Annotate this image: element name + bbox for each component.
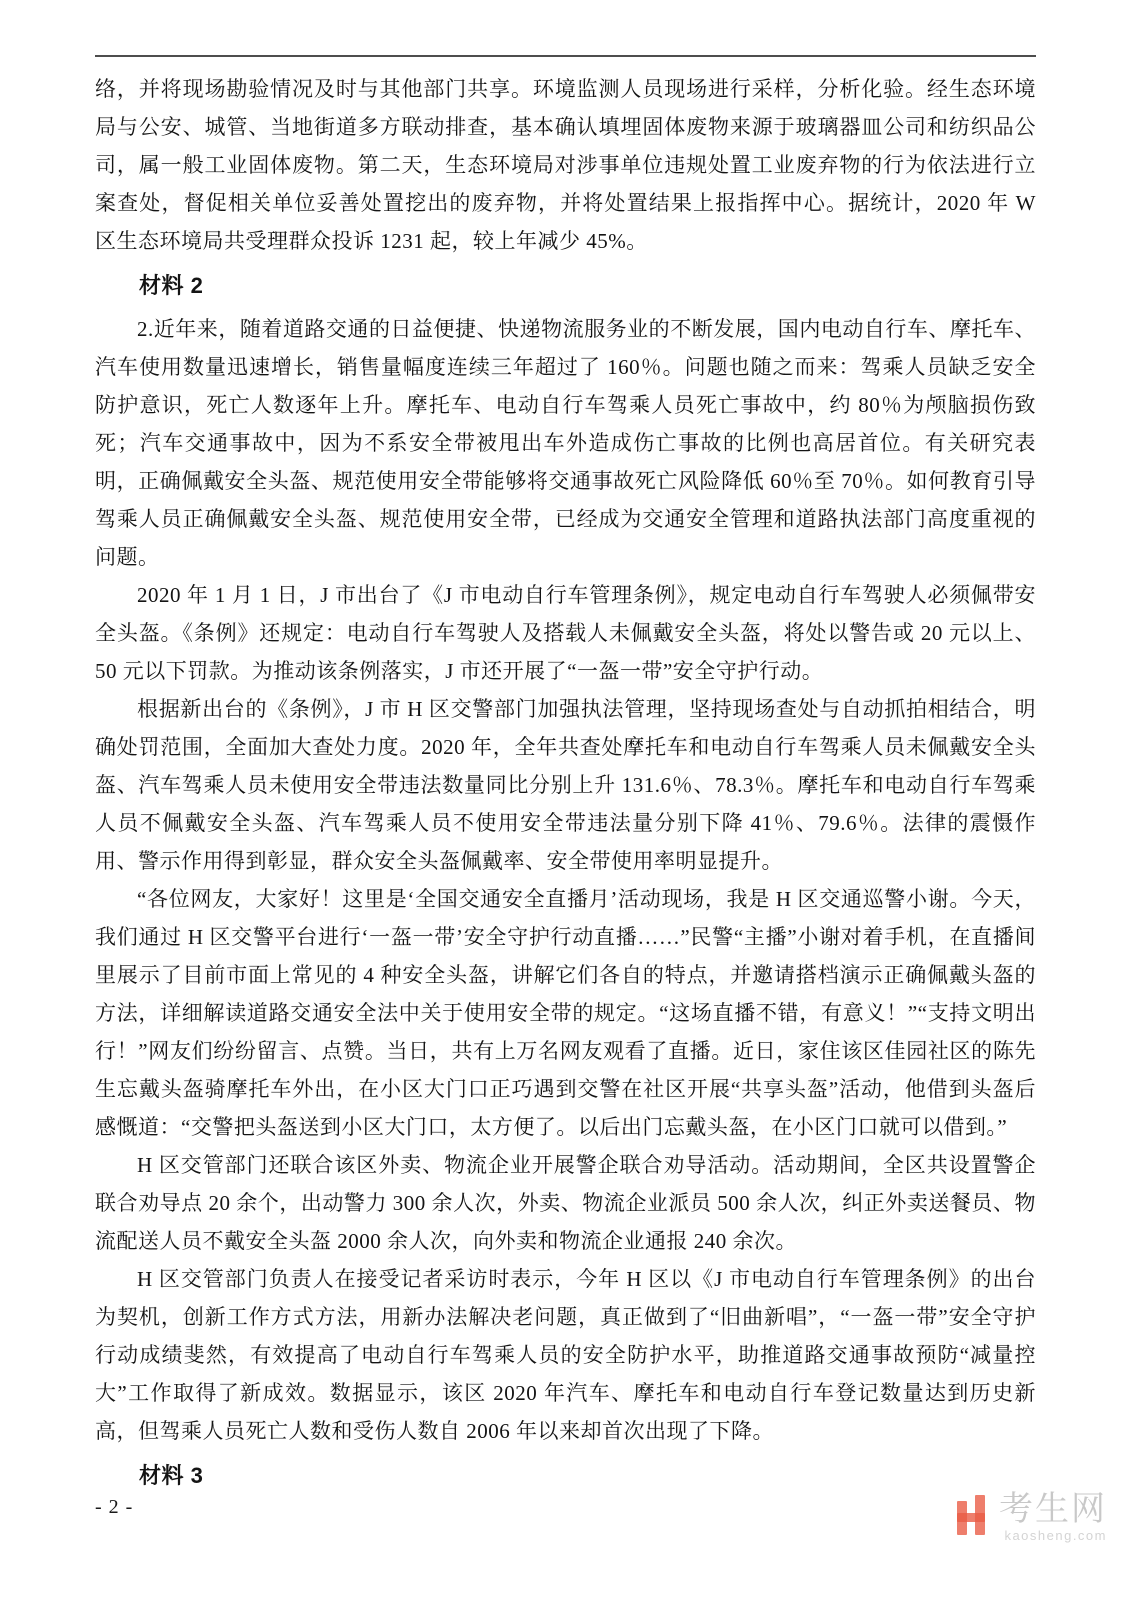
watermark-domain-text: kaosheng.com [1004, 1528, 1107, 1543]
paragraph-joint-persuasion: H 区交管部门还联合该区外卖、物流企业开展警企联合劝导活动。活动期间，全区共设置警企联合劝导点 20 余个，出动警力 300 余人次，外卖、物流企业派员 500 余人次，纠正外卖送餐员、物流配送人员不戴安全头盔 2000 余人次，向外卖和物流企业通报 240 余次。 [95, 1153, 1036, 1253]
watermark-text-block [999, 1492, 1107, 1542]
kaosheng-logo-icon [955, 1495, 991, 1539]
document-content [95, 70, 1036, 1500]
header-rule [95, 55, 1036, 57]
page-number: - 2 - [95, 1496, 134, 1518]
kaosheng-watermark [955, 1492, 1107, 1542]
paragraph-enforcement: 根据新出台的《条例》，J 市 H 区交警部门加强执法管理，坚持现场查处与自动抓拍相结合，明确处罚范围，全面加大查处力度。2020 年，全年共查处摩托车和电动自行车驾乘人员未佩戴安全头盔、汽车驾乘人员未使用安全带违法数量同比分别上升 131.6％、78.3％。摩托车和电动自行车驾乘人员不佩戴安全头盔、汽车驾乘人员不使用安全带违法量分别下降 41％、79.6％。法律的震慑作用、警示作用得到彰显，群众安全头盔佩戴率、安全带使用率明显提升。 [95, 697, 1036, 873]
watermark-brand-text: 考生网 [999, 1490, 1107, 1528]
heading-material-2: 材料 2 [139, 273, 204, 298]
paragraph-material1-continuation: 络，并将现场勘验情况及时与其他部门共享。环境监测人员现场进行采样，分析化验。经生态环境局与公安、城管、当地街道多方联动排查，基本确认填埋固体废物来源于玻璃器皿公司和纺织品公司，属一般工业固体废物。第二天，生态环境局对涉事单位违规处置工业废弃物的行为依法进行立案查处，督促相关单位妥善处置挖出的废弃物，并将处置结果上报指挥中心。据统计，2020 年 W 区生态环境局共受理群众投诉 1231 起，较上年减少 45%。 [95, 77, 1036, 253]
paragraph-official-interview: H 区交管部门负责人在接受记者采访时表示，今年 H 区以《J 市电动自行车管理条例》的出台为契机，创新工作方式方法，用新办法解决老问题，真正做到了“旧曲新唱”，“一盔一带”安全守护行动成绩斐然，有效提高了电动自行车驾乘人员的安全防护水平，助推道路交通事故预防“减量控大”工作取得了新成效。数据显示，该区 2020 年汽车、摩托车和电动自行车登记数量达到历史新高，但驾乘人员死亡人数和受伤人数自 2006 年以来却首次出现了下降。 [95, 1267, 1036, 1443]
heading-material-3: 材料 3 [139, 1463, 204, 1488]
paragraph-traffic-intro: 2.近年来，随着道路交通的日益便捷、快递物流服务业的不断发展，国内电动自行车、摩托车、汽车使用数量迅速增长，销售量幅度连续三年超过了 160％。问题也随之而来：驾乘人员缺乏安全防护意识，死亡人数逐年上升。摩托车、电动自行车驾乘人员死亡事故中，约 80％为颅脑损伤致死；汽车交通事故中，因为不系安全带被甩出车外造成伤亡事故的比例也高居首位。有关研究表明，正确佩戴安全头盔、规范使用安全带能够将交通事故死亡风险降低 60％至 70％。如何教育引导驾乘人员正确佩戴安全头盔、规范使用安全带，已经成为交通安全管理和道路执法部门高度重视的问题。 [95, 317, 1036, 569]
paragraph-regulation: 2020 年 1 月 1 日，J 市出台了《J 市电动自行车管理条例》，规定电动自行车驾驶人必须佩带安全头盔。《条例》还规定：电动自行车驾驶人及搭载人未佩戴安全头盔，将处以警告或 20 元以上、50 元以下罚款。为推动该条例落实，J 市还开展了“一盔一带”安全守护行动。 [95, 583, 1036, 683]
paragraph-livestream: “各位网友，大家好！这里是‘全国交通安全直播月’活动现场，我是 H 区交通巡警小谢。今天，我们通过 H 区交警平台进行‘一盔一带’安全守护行动直播……”民警“主播”小谢对着手机，在直播间里展示了目前市面上常见的 4 种安全头盔，讲解它们各自的特点，并邀请搭档演示正确佩戴头盔的方法，详细解读道路交通安全法中关于使用安全带的规定。“这场直播不错，有意义！”“支持文明出行！”网友们纷纷留言、点赞。当日，共有上万名网友观看了直播。近日，家住该区佳园社区的陈先生忘戴头盔骑摩托车外出，在小区大门口正巧遇到交警在社区开展“共享头盔”活动，他借到头盔后感慨道：“交警把头盔送到小区大门口，太方便了。以后出门忘戴头盔，在小区门口就可以借到。” [95, 887, 1036, 1139]
